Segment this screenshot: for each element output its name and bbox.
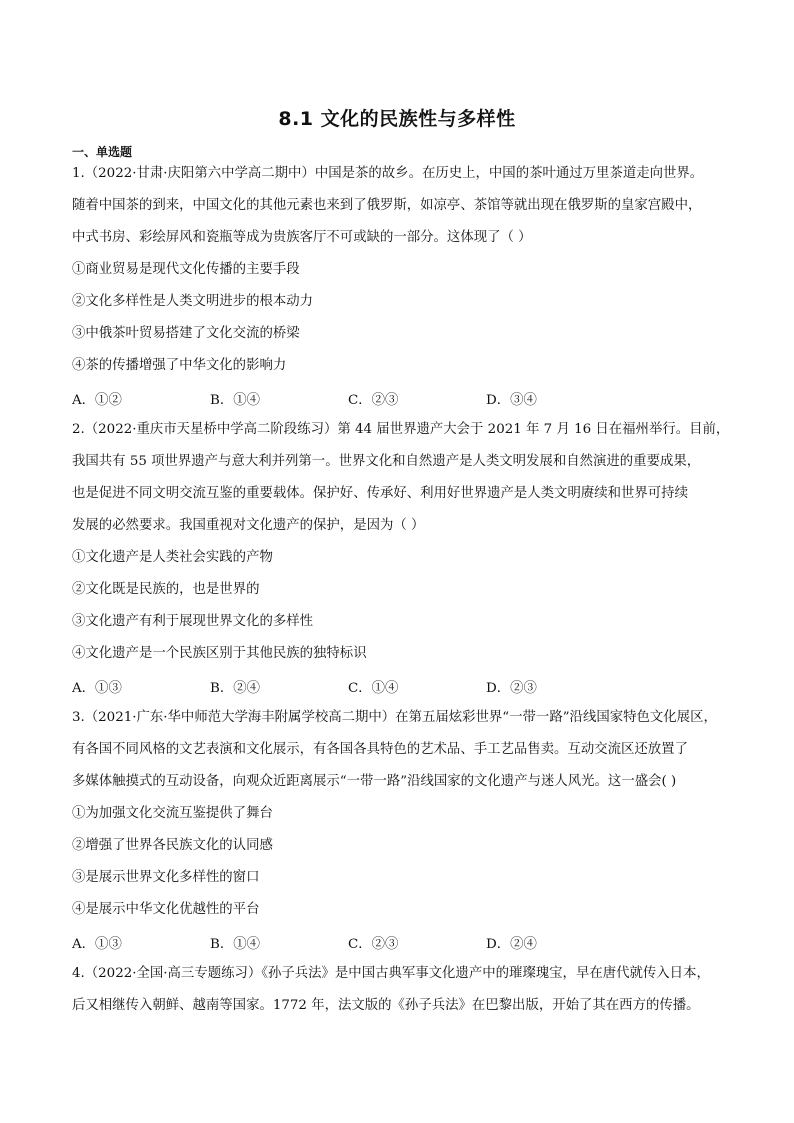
- question-3-item-1: ①为加强文化交流互鉴提供了舞台: [72, 806, 273, 821]
- question-2-line-2: 我国共有 55 项世界遗产与意大利并列第一。世界文化和自然遗产是人类文明发展和自然演进的重要成果，: [72, 454, 701, 469]
- question-3-option-a: A．①③: [72, 937, 122, 952]
- question-3-option-b: B．①④: [210, 937, 261, 952]
- question-1-line-2: 随着中国茶的到来，中国文化的其他元素也来到了俄罗斯，如凉亭、茶馆等就出现在俄罗斯的皇家宫殿中，: [72, 198, 702, 213]
- question-2-option-c: C．①④: [348, 681, 399, 696]
- question-1-item-2: ②文化多样性是人类文明进步的根本动力: [72, 294, 314, 309]
- question-2-item-4: ④文化遗产是一个民族区别于其他民族的独特标识: [72, 646, 367, 661]
- question-1-line-3: 中式书房、彩绘屏风和瓷瓶等成为贵族客厅不可或缺的一部分。这体现了（ ）: [72, 230, 532, 245]
- question-2-line-3: 也是促进不同文明交流互鉴的重要载体。保护好、传承好、利用好世界遗产是人类文明赓续和世界可持续: [72, 486, 688, 501]
- question-2-line-4: 发展的必然要求。我国重视对文化遗产的保护，是因为（ ）: [72, 518, 425, 533]
- question-2-line-1: 2.（2022·重庆市天星桥中学高二阶段练习）第 44 届世界遗产大会于 2021 年 7 月 16 日在福州举行。目前，: [72, 422, 730, 437]
- question-1-item-1: ①商业贸易是现代文化传播的主要手段: [72, 262, 300, 277]
- question-1-option-c: C．②③: [348, 393, 399, 408]
- question-1-option-d: D．③④: [486, 393, 537, 408]
- question-1-options: [72, 389, 732, 407]
- question-2-option-d: D．②③: [486, 681, 537, 696]
- question-2-option-a: A．①③: [72, 681, 122, 696]
- question-3-options: [72, 933, 732, 951]
- question-2-item-3: ③文化遗产有利于展现世界文化的多样性: [72, 614, 314, 629]
- question-1-option-a: A．①②: [72, 393, 122, 408]
- question-2-options: [72, 677, 732, 695]
- question-3-line-3: 多媒体触摸式的互动设备，向观众近距离展示“一带一路”沿线国家的文化遗产与迷人风光。这一盛会( ): [72, 774, 677, 789]
- question-3-option-d: D．②④: [486, 937, 537, 952]
- question-3-line-2: 有各国不同风格的文艺表演和文化展示，有各国各具特色的艺术品、手工艺品售卖。互动交流区还放置了: [72, 742, 688, 757]
- question-3-item-4: ④是展示中华文化优越性的平台: [72, 902, 260, 917]
- question-4-line-1: 4.（2022·全国·高三专题练习）《孙子兵法》是中国古典军事文化遗产中的璀璨瑰宝，早在唐代就传入日本，: [72, 966, 710, 981]
- question-2-item-2: ②文化既是民族的，也是世界的: [72, 582, 260, 597]
- question-3-item-2: ②增强了世界各民族文化的认同感: [72, 838, 273, 853]
- question-2-option-b: B．②④: [210, 681, 261, 696]
- question-2-item-1: ①文化遗产是人类社会实践的产物: [72, 550, 273, 565]
- question-4-line-2: 后又相继传入朝鲜、越南等国家。1772 年，法文版的《孙子兵法》在巴黎出版，开始了其在西方的传播。: [72, 998, 700, 1013]
- section-heading: 一、单选题: [72, 145, 133, 159]
- page-title: 8.1 文化的民族性与多样性: [278, 108, 516, 130]
- question-3-line-1: 3.（2021·广东·华中师范大学海丰附属学校高二期中）在第五届炫彩世界“一带一路”沿线国家特色文化展区，: [72, 710, 717, 725]
- question-3-item-3: ③是展示世界文化多样性的窗口: [72, 870, 260, 885]
- question-1-line-1: 1.（2022·甘肃·庆阳第六中学高二期中）中国是茶的故乡。在历史上，中国的茶叶通过万里茶道走向世界。: [72, 166, 704, 181]
- question-3-option-c: C．②③: [348, 937, 399, 952]
- question-1-option-b: B．①④: [210, 393, 261, 408]
- question-1-item-4: ④茶的传播增强了中华文化的影响力: [72, 358, 287, 373]
- question-1-item-3: ③中俄茶叶贸易搭建了文化交流的桥梁: [72, 326, 300, 341]
